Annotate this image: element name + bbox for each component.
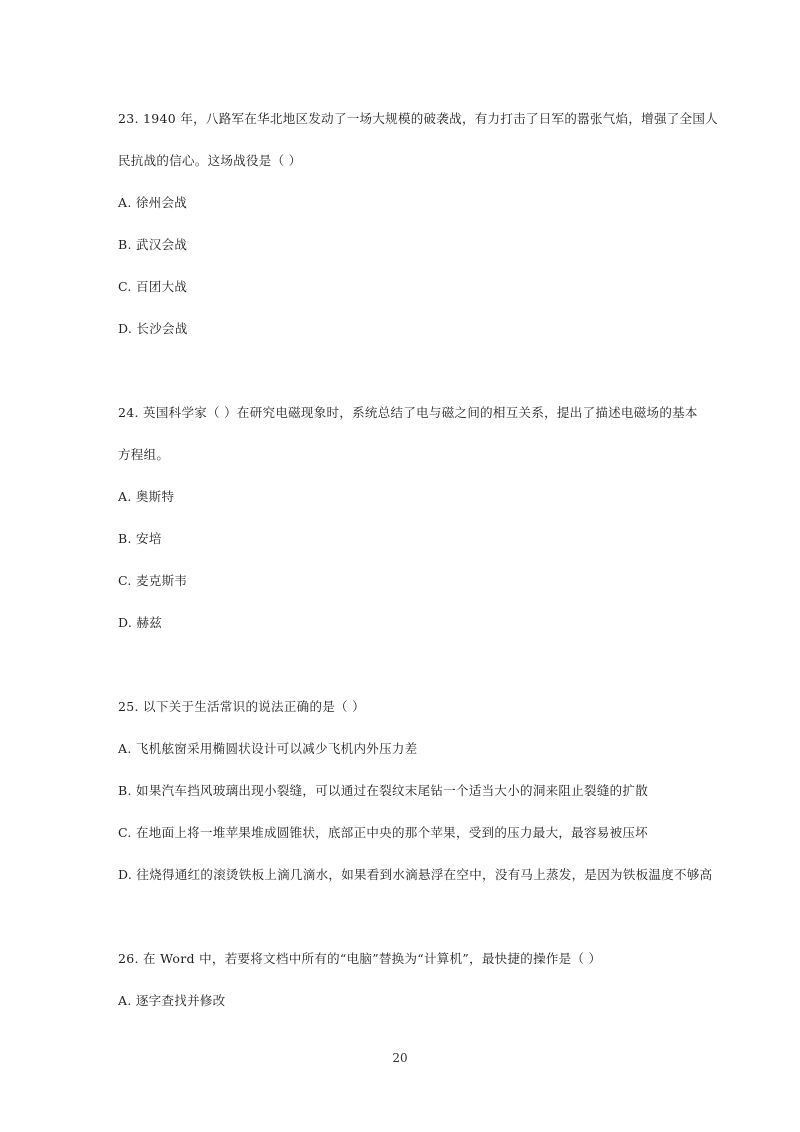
q26-stem-line-1: 26. 在 Word 中，若要将文档中所有的“电脑”替换为“计算机”，最快捷的操作是（ ） (118, 951, 602, 966)
q23-option-c: C. 百团大战 (118, 279, 188, 294)
q23-option-b: B. 武汉会战 (118, 237, 188, 252)
q24-option-d: D. 赫兹 (118, 615, 163, 630)
q25-option-b: B. 如果汽车挡风玻璃出现小裂缝，可以通过在裂纹末尾钻一个适当大小的洞来阻止裂缝的扩散 (118, 783, 649, 798)
q24-stem-line-2: 方程组。 (118, 447, 170, 462)
q24-stem-line-1: 24. 英国科学家（ ）在研究电磁现象时，系统总结了电与磁之间的相互关系，提出了描述电磁场的基本 (118, 405, 698, 420)
q25-stem-line-1: 25. 以下关于生活常识的说法正确的是（ ） (118, 699, 365, 714)
q23-option-d: D. 长沙会战 (118, 321, 188, 336)
q23-stem-line-1: 23. 1940 年，八路军在华北地区发动了一场大规模的破袭战，有力打击了日军的嚣张气焰，增强了全国人 (118, 111, 718, 126)
q24-option-c: C. 麦克斯韦 (118, 573, 188, 588)
q23-stem-line-2: 民抗战的信心。这场战役是（ ） (118, 153, 302, 168)
q25-option-a: A. 飞机舷窗采用椭圆状设计可以减少飞机内外压力差 (118, 741, 418, 756)
q24-option-b: B. 安培 (118, 531, 162, 546)
q24-option-a: A. 奥斯特 (118, 489, 175, 504)
page-number: 20 (392, 1051, 408, 1065)
q25-option-d: D. 往烧得通红的滚烫铁板上滴几滴水，如果看到水滴悬浮在空中，没有马上蒸发，是因为铁板温度不够高 (118, 867, 713, 882)
q23-option-a: A. 徐州会战 (118, 195, 188, 210)
q25-option-c: C. 在地面上将一堆苹果堆成圆锥状，底部正中央的那个苹果，受到的压力最大，最容易被压坏 (118, 825, 648, 840)
q26-option-a: A. 逐字查找并修改 (118, 993, 226, 1008)
